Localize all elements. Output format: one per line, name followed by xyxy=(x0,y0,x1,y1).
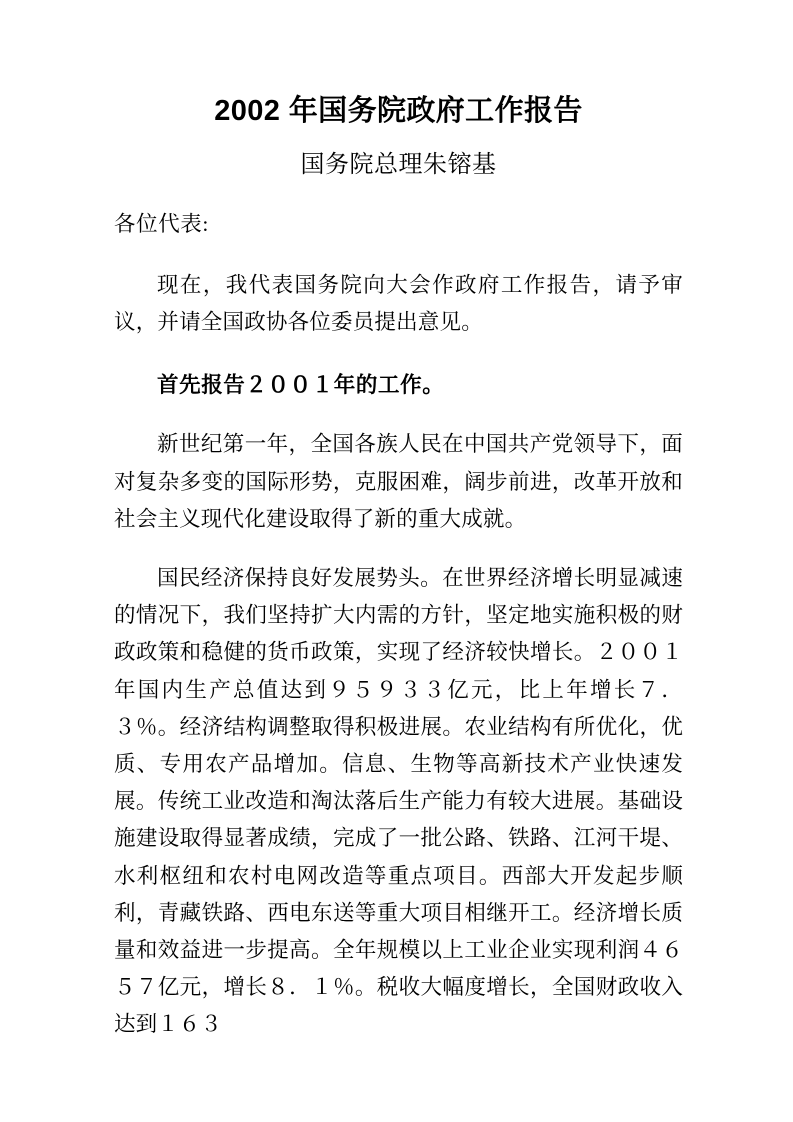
salutation-line: 各位代表: xyxy=(114,212,209,236)
document-subtitle: 国务院总理朱镕基 xyxy=(300,151,497,178)
document-content-column xyxy=(114,0,683,1044)
paragraph-economy: 国民经济保持良好发展势头。在世界经济增长明显减速的情况下，我们坚持扩大内需的方针，坚定地实施积极的财政政策和稳健的货币政策，实现了经济较快增长。２００１年国内生产总值达到９５９３３亿元，比上年增长７．３％。经济结构调整取得积极进展。农业结构有所优化，优质、专用农产品增加。信息、生物等高新技术产业快速发展。传统工业改造和淘汰落后生产能力有较大进展。基础设施建设取得显著成绩，完成了一批公路、铁路、江河干堤、水利枢纽和农村电网改造等重点项目。西部大开发起步顺利，青藏铁路、西电东送等重大项目相继开工。经济增长质量和效益进一步提高。全年规模以上工业企业实现利润４６５７亿元，增长８．１％。税收大幅度增长，全国财政收入达到１６３ xyxy=(114,566,683,1037)
page-title: 2002 年国务院政府工作报告 xyxy=(214,95,583,127)
section-heading: 首先报告２００１年的工作。 xyxy=(157,373,445,398)
paragraph-opening: 现在，我代表国务院向大会作政府工作报告，请予审议，并请全国政协各位委员提出意见。 xyxy=(114,273,683,335)
paragraph-new-century: 新世纪第一年，全国各族人民在中国共产党领导下，面对复杂多变的国际形势，克服困难，阔步前进，改革开放和社会主义现代化建设取得了新的重大成就。 xyxy=(114,432,683,531)
